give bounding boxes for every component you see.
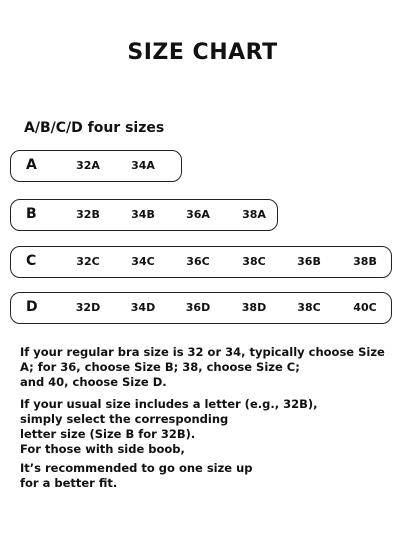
row-letter: B	[26, 206, 37, 222]
paragraph-line: For those with side boob,	[20, 442, 185, 456]
size-label: 38D	[241, 301, 267, 314]
size-label: 36B	[297, 255, 321, 268]
paragraph-line: for a better fit.	[20, 476, 118, 490]
size-label: 32D	[75, 301, 101, 314]
size-row-c	[10, 246, 392, 278]
paragraph-line: letter size (Size B for 32B).	[20, 427, 196, 441]
fit-advice-paragraph	[20, 461, 253, 491]
letter-size-paragraph	[20, 397, 317, 457]
row-letter: C	[26, 253, 37, 269]
size-label: 40C	[353, 301, 377, 314]
paragraph-line: If your usual size includes a letter (e.g., 32B),	[20, 397, 318, 411]
size-label: 36D	[185, 301, 211, 314]
size-label: 32C	[76, 255, 100, 268]
size-label: 38C	[297, 301, 321, 314]
size-guide-paragraph	[20, 345, 385, 390]
size-label: 36A	[186, 208, 210, 221]
paragraph-line: It’s recommended to go one size up	[20, 461, 253, 475]
size-label: 34A	[131, 159, 155, 172]
size-row-b	[10, 199, 278, 231]
row-letter: D	[26, 299, 38, 315]
size-label: 34C	[131, 255, 155, 268]
size-row-d	[10, 292, 392, 324]
size-label: 36C	[186, 255, 210, 268]
section-subtitle: A/B/C/D four sizes	[24, 120, 165, 136]
size-label: 38B	[353, 255, 377, 268]
size-label: 38C	[242, 255, 266, 268]
page-title: SIZE CHART	[127, 40, 278, 65]
size-label: 34D	[130, 301, 156, 314]
paragraph-line: A; for 36, choose Size B; 38, choose Size C;	[20, 360, 300, 374]
paragraph-line: If your regular bra size is 32 or 34, typically choose Size	[20, 345, 385, 359]
size-label: 34B	[131, 208, 155, 221]
row-letter: A	[26, 157, 37, 173]
size-label: 38A	[242, 208, 266, 221]
size-label: 32B	[76, 208, 100, 221]
paragraph-line: simply select the corresponding	[20, 412, 229, 426]
size-row-a	[10, 150, 182, 182]
paragraph-line: and 40, choose Size D.	[20, 375, 167, 389]
size-label: 32A	[76, 159, 100, 172]
